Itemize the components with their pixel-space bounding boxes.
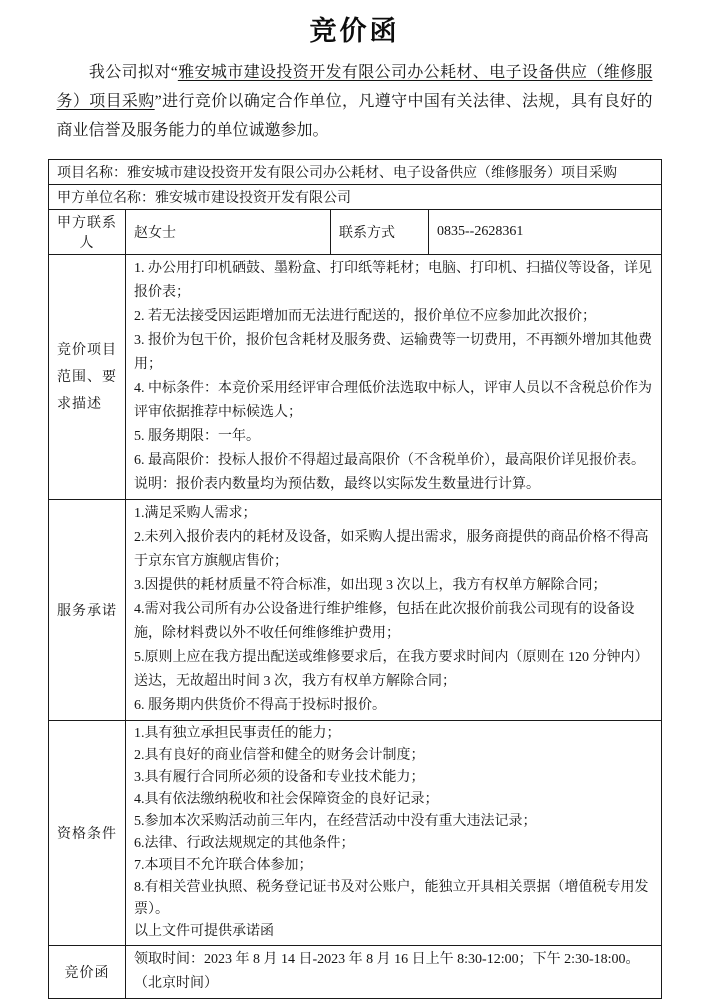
service-promise-label: 服务承诺 <box>49 500 126 721</box>
cell-line: 5.原则上应在我方提出配送或维修要求后，在我方要求时间内（原则在 120 分钟内）送达，无故超出时间 3 次，我方有权单方解除合同； <box>134 650 649 689</box>
qualifications-content <box>126 721 662 946</box>
cell-line: 3.因提供的耗材质量不符合标准，如出现 3 次以上，我方有权单方解除合同； <box>134 578 607 593</box>
cell-line: 6. 服务期内供货价不得高于投标时报价。 <box>134 698 386 713</box>
table-row-scope <box>49 255 662 500</box>
cell-line: 1. 办公用打印机硒鼓、墨粉盒、打印纸等耗材；电脑、打印机、扫描仪等设备，详见报价表； <box>134 261 652 300</box>
bidding-table <box>48 159 662 999</box>
cell-line: 6.法律、行政法规规定的其他条件； <box>134 836 355 851</box>
cell-line: 3. 报价为包干价，报价包含耗材及服务费、运输费等一切费用，不再额外增加其他费用； <box>134 333 652 372</box>
underlined-project-name: 雅安城市建设投资开发有限公司办公耗材、电子设备供应（维修服务）项目采购 <box>56 64 653 110</box>
cell-line: 7.本项目不允许联合体参加； <box>134 858 313 873</box>
contact-phone-number: 0835--2628361 <box>429 210 662 255</box>
cell-line: 2.具有良好的商业信誉和健全的财务会计制度； <box>134 748 425 763</box>
table-row-qualifications <box>49 721 662 946</box>
page-title: 竞价函 <box>309 16 400 46</box>
qualifications-label: 资格条件 <box>49 721 126 946</box>
cell-line: 6. 最高限价：投标人报价不得超过最高限价（不含税单价），最高限价详见报价表。 <box>134 453 645 468</box>
cell-line: 以上文件可提供承诺函 <box>134 924 274 939</box>
intro-paragraph <box>57 58 653 145</box>
cell-line: 2.未列入报价表内的耗材及设备，如采购人提出需求，服务商提供的商品价格不得高于京东官方旗舰店售价； <box>134 530 649 569</box>
scope-section-label: 竞价项目范围、要求描述 <box>49 255 126 500</box>
cell-line: 说明：报价表内数量均为预估数，最终以实际发生数量进行计算。 <box>134 477 540 492</box>
contact-method-label: 联系方式 <box>331 210 429 255</box>
cell-line: 4.具有依法缴纳税收和社会保障资金的良好记录； <box>134 792 439 807</box>
intro-prefix: 我公司拟对“ <box>88 64 178 81</box>
table-row <box>49 185 662 210</box>
intro-suffix: ”进行竞价以确定合作单位，凡遵守中国有关法律、法规，具有良好的商业信誉及服务能力的单位诚邀参加。 <box>56 93 653 139</box>
letter-pickup-time <box>126 946 662 999</box>
service-promise-content <box>126 500 662 721</box>
cell-line: 3.具有履行合同所必须的设备和专业技术能力； <box>134 770 425 785</box>
cell-line: 领取时间：2023 年 8 月 14 日-2023 年 8 月 16 日上午 8:30-12:00；下午 2:30-18:00。（北京时间） <box>134 952 640 991</box>
table-row-letter-pickup <box>49 946 662 999</box>
cell-line: 5.参加本次采购活动前三年内，在经营活动中没有重大违法记录； <box>134 814 537 829</box>
cell-line: 1.具有独立承担民事责任的能力； <box>134 726 341 741</box>
scope-section-content <box>126 255 662 500</box>
cell-line: 4.需对我公司所有办公设备进行维护维修，包括在此次报价前我公司现有的设备设施，除材料费以外不收任何维修维护费用； <box>134 602 635 641</box>
cell-line: 2. 若无法接受因运距增加而无法进行配送的，报价单位不应参加此次报价； <box>134 309 596 324</box>
letter-pickup-label: 竞价函 <box>49 946 126 999</box>
cell-line: 5. 服务期限：一年。 <box>134 429 260 444</box>
table-row <box>49 210 662 255</box>
project-name-cell: 项目名称：雅安城市建设投资开发有限公司办公耗材、电子设备供应（维修服务）项目采购 <box>49 160 662 185</box>
table-row <box>49 160 662 185</box>
party-a-name-cell: 甲方单位名称：雅安城市建设投资开发有限公司 <box>49 185 662 210</box>
contact-person-label: 甲方联系人 <box>49 210 126 255</box>
table-row-service-promise <box>49 500 662 721</box>
cell-line: 1.满足采购人需求； <box>134 506 257 521</box>
cell-line: 4. 中标条件：本竞价采用经评审合理低价法选取中标人，评审人员以不含税总价作为评审依据推荐中标候选人； <box>134 381 652 420</box>
contact-person-name: 赵女士 <box>126 210 331 255</box>
cell-line: 8.有相关营业执照、税务登记证书及对公账户，能独立开具相关票据（增值税专用发票）。 <box>134 880 649 917</box>
